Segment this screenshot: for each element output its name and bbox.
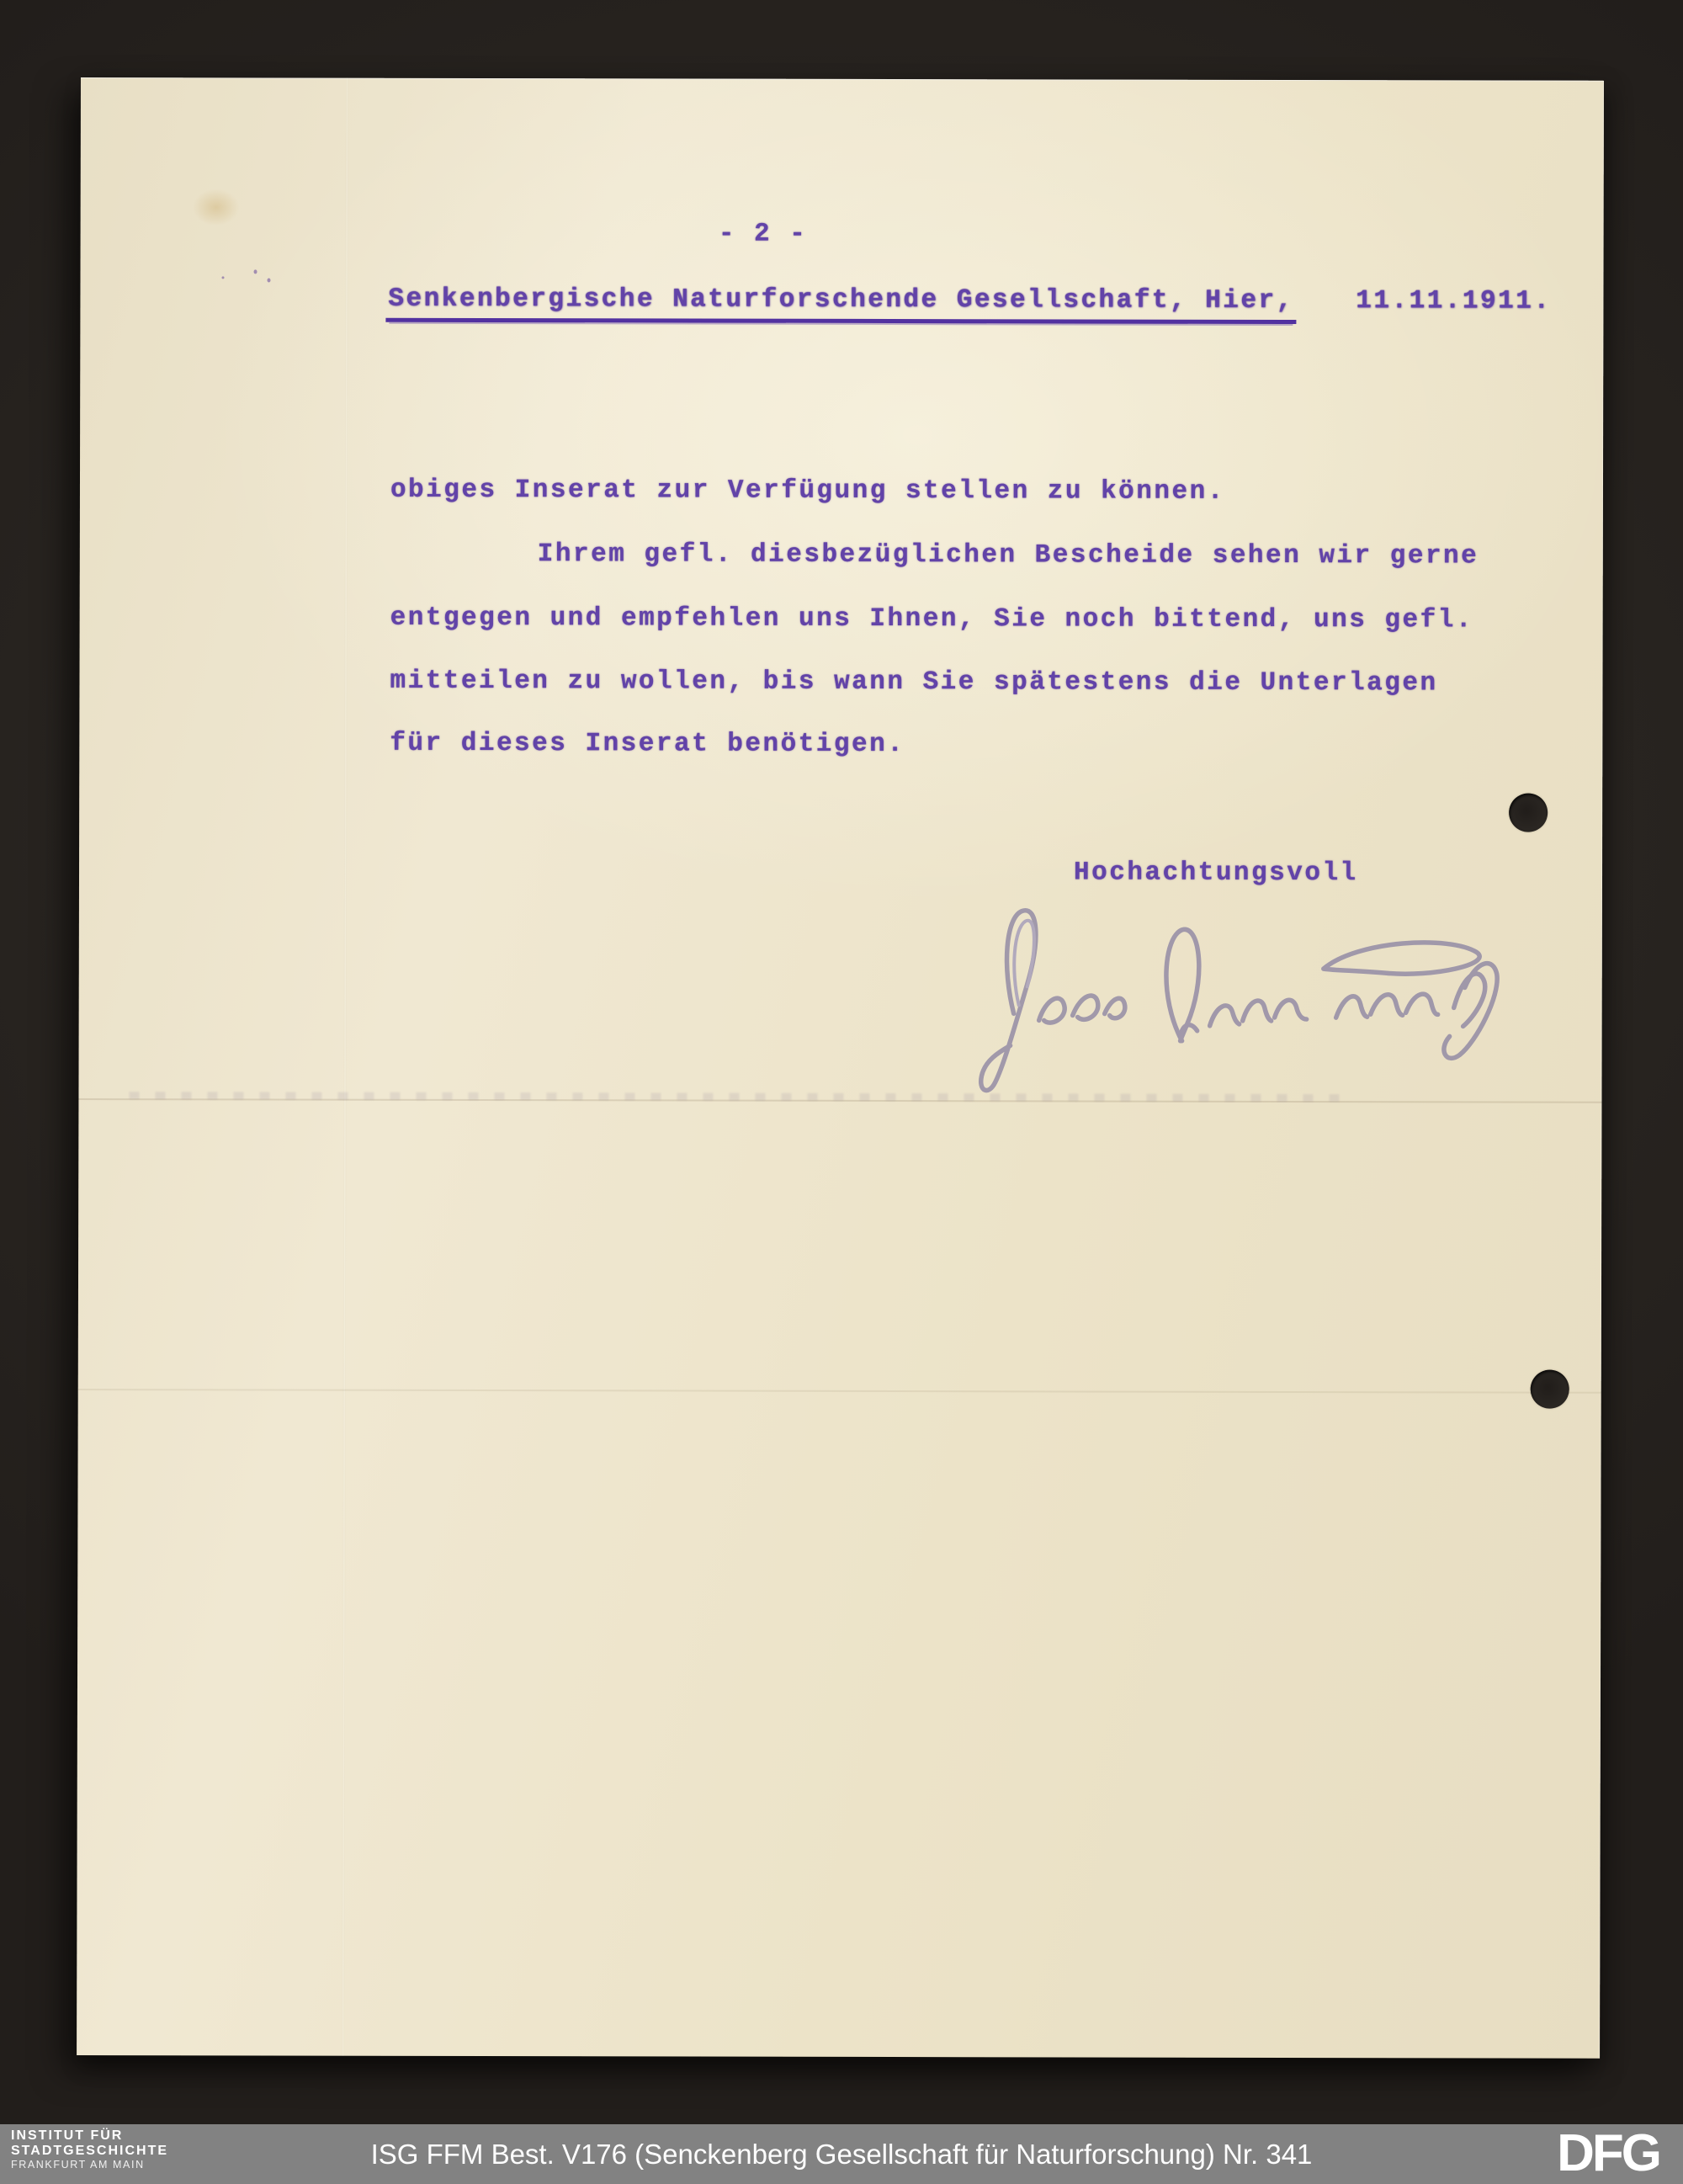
punch-hole-bottom xyxy=(1531,1370,1569,1409)
body-line: für dieses Inserat benötigen. xyxy=(390,728,905,760)
letter-header xyxy=(388,283,1551,325)
ink-speck xyxy=(221,276,224,279)
horizontal-fold-crease-lower xyxy=(78,1389,1601,1394)
recipient-line: Senkenbergische Naturforschende Gesellschaft, Hier, xyxy=(385,283,1296,324)
body-line: mitteilen zu wollen, bis wann Sie spätestens die Unterlagen xyxy=(390,666,1438,699)
isg-line1: INSTITUT FÜR xyxy=(11,2128,124,2143)
dfg-logo: DFG xyxy=(1557,2124,1659,2182)
letter-date: 11.11.1911. xyxy=(1356,286,1552,316)
letter-page xyxy=(77,77,1604,2059)
vertical-fold-crease xyxy=(342,78,348,2056)
isg-line2: STADTGESCHICHTE xyxy=(11,2144,169,2158)
paper-stain xyxy=(193,189,240,226)
body-line-indented: Ihrem gefl. diesbezüglichen Bescheide sehen wir gerne xyxy=(537,539,1479,571)
archive-footer-bar xyxy=(0,2124,1683,2184)
ink-speck xyxy=(267,278,270,282)
archive-reference: ISG FFM Best. V176 (Senckenberg Gesellschaft für Naturforschung) Nr. 341 xyxy=(370,2139,1313,2170)
body-line: obiges Inserat zur Verfügung stellen zu können. xyxy=(390,475,1225,507)
punch-hole-top xyxy=(1509,794,1548,832)
ink-speck xyxy=(254,269,257,274)
page-number: - 2 - xyxy=(718,219,808,249)
handwritten-signature xyxy=(961,887,1509,1115)
body-line: entgegen und empfehlen uns Ihnen, Sie noch bittend, uns gefl. xyxy=(390,603,1473,635)
closing-salutation: Hochachtungsvoll xyxy=(1073,858,1358,889)
isg-line3: FRANKFURT AM MAIN xyxy=(11,2159,145,2171)
